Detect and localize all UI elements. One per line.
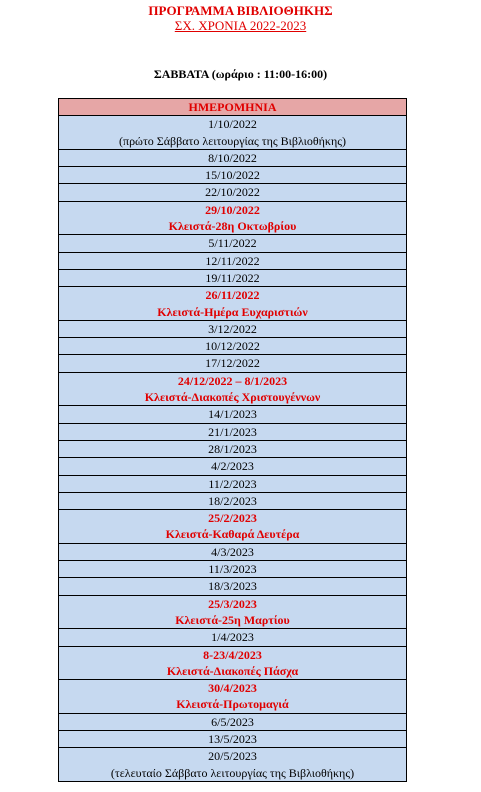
table-row	[59, 629, 407, 646]
note-text: (τελευταίο Σάββατο λειτουργίας της Βιβλιοθήκης)	[110, 765, 355, 780]
note-text: Κλειστά-Ημέρα Ευχαριστιών	[157, 304, 308, 319]
date-text: 15/10/2022	[205, 168, 260, 183]
table-row	[59, 320, 407, 337]
table-row	[59, 440, 407, 457]
date-text: 13/5/2023	[208, 731, 257, 746]
date-text: 22/10/2022	[205, 185, 260, 200]
date-text: 1/4/2023	[211, 630, 254, 645]
closed-date-cell	[59, 595, 407, 629]
table-row	[59, 338, 407, 355]
date-text: 1/10/2022	[208, 117, 257, 132]
table-row	[59, 492, 407, 509]
note-text: Κλειστά-Διακοπές Χριστουγέννων	[144, 390, 321, 405]
closed-date-cell	[59, 680, 407, 714]
date-cell	[59, 440, 407, 457]
table-row	[59, 355, 407, 372]
table-row	[59, 730, 407, 747]
table-row	[59, 167, 407, 184]
date-text: 17/12/2022	[205, 356, 260, 371]
note-text: Κλειστά-Πρωτομαγιά	[176, 697, 289, 712]
table-row	[59, 578, 407, 595]
date-cell	[59, 629, 407, 646]
note-text: Κλειστά-25η Μαρτίου	[175, 612, 290, 627]
date-text: 10/12/2022	[205, 339, 260, 354]
date-text: 29/10/2022	[205, 202, 260, 217]
closed-date-cell	[59, 510, 407, 544]
date-text: 8/10/2022	[208, 150, 257, 165]
date-text: 26/11/2022	[205, 288, 260, 303]
table-row	[59, 423, 407, 440]
date-cell	[59, 713, 407, 730]
date-cell	[59, 149, 407, 166]
date-cell	[59, 116, 407, 150]
table-row	[59, 149, 407, 166]
table-row	[59, 269, 407, 286]
date-cell	[59, 578, 407, 595]
table-row	[59, 561, 407, 578]
closed-date-cell	[59, 287, 407, 321]
table-row	[59, 184, 407, 201]
page-title: ΠΡΟΓΡΑΜΜΑ ΒΙΒΛΙΟΘΗΚΗΣ	[148, 3, 333, 18]
date-cell	[59, 320, 407, 337]
column-header-date: ΗΜΕΡΟΜΗΝΙΑ	[59, 99, 407, 116]
date-cell	[59, 423, 407, 440]
date-text: 5/11/2022	[208, 236, 257, 251]
table-row	[59, 510, 407, 544]
table-row	[59, 458, 407, 475]
date-text: 14/1/2023	[208, 407, 257, 422]
date-text: 6/5/2023	[211, 714, 254, 729]
note-text: (πρώτο Σάββατο λειτουργίας της Βιβλιοθήκης)	[119, 133, 346, 148]
date-text: 21/1/2023	[208, 424, 257, 439]
date-cell	[59, 167, 407, 184]
date-cell	[59, 475, 407, 492]
school-year-subtitle: ΣΧ. ΧΡΟΝΙΑ 2022-2023	[174, 18, 307, 33]
date-text: 25/3/2023	[208, 596, 257, 611]
date-cell	[59, 269, 407, 286]
table-row	[59, 475, 407, 492]
note-text: Κλειστά-Διακοπές Πάσχα	[166, 663, 299, 678]
date-text: 25/2/2023	[208, 511, 257, 526]
table-row	[59, 543, 407, 560]
date-cell	[59, 748, 407, 782]
note-text: Κλειστά-Καθαρά Δευτέρα	[165, 527, 300, 542]
date-text: 12/11/2022	[205, 253, 260, 268]
closed-date-cell	[59, 201, 407, 235]
date-cell	[59, 355, 407, 372]
date-text: 4/3/2023	[211, 544, 254, 559]
date-cell	[59, 543, 407, 560]
date-cell	[59, 730, 407, 747]
date-cell	[59, 235, 407, 252]
date-cell	[59, 492, 407, 509]
date-text: 18/3/2023	[208, 579, 257, 594]
date-text: 8-23/4/2023	[203, 647, 262, 662]
table-row	[59, 713, 407, 730]
date-text: 11/3/2023	[208, 562, 257, 577]
date-text: 11/2/2023	[208, 476, 257, 491]
closed-date-cell	[59, 372, 407, 406]
date-text: 19/11/2022	[205, 270, 260, 285]
date-text: 4/2/2023	[211, 459, 254, 474]
date-text: 3/12/2022	[208, 321, 257, 336]
table-row	[59, 595, 407, 629]
table-row	[59, 287, 407, 321]
table-row	[59, 235, 407, 252]
date-cell	[59, 406, 407, 423]
note-text: Κλειστά-28η Οκτωβρίου	[168, 219, 297, 234]
table-row	[59, 252, 407, 269]
date-text: 30/4/2023	[208, 681, 257, 696]
date-cell	[59, 561, 407, 578]
date-text: 28/1/2023	[208, 441, 257, 456]
date-cell	[59, 252, 407, 269]
closed-date-cell	[59, 646, 407, 680]
date-text: 24/12/2022 – 8/1/2023	[177, 373, 288, 388]
table-row	[59, 372, 407, 406]
date-text: 20/5/2023	[208, 749, 257, 764]
date-cell	[59, 458, 407, 475]
table-row	[59, 646, 407, 680]
table-row	[59, 680, 407, 714]
dates-table	[58, 98, 407, 782]
date-text: 18/2/2023	[208, 493, 257, 508]
schedule-hours: ΣΑΒΒΑΤΑ (ωράριο : 11:00-16:00)	[153, 67, 328, 81]
table-row	[59, 748, 407, 782]
table-row	[59, 201, 407, 235]
date-cell	[59, 338, 407, 355]
table-row	[59, 406, 407, 423]
date-cell	[59, 184, 407, 201]
table-header-row	[59, 99, 407, 116]
table-row	[59, 116, 407, 150]
